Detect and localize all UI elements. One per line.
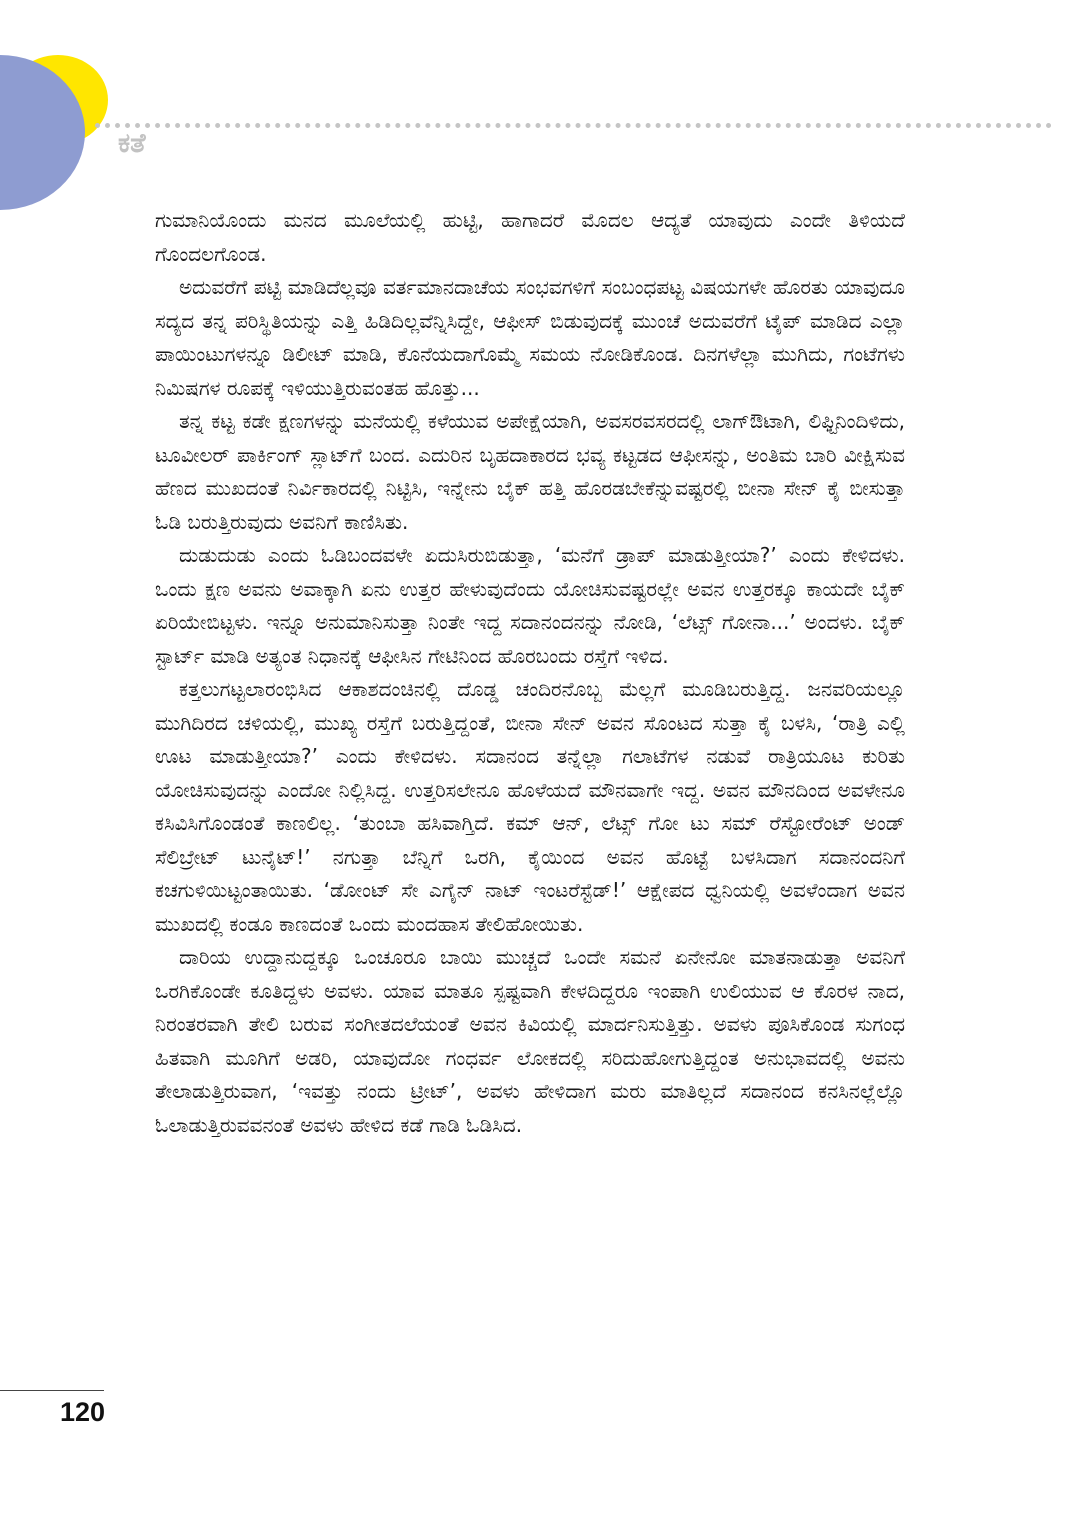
paragraph: ತನ್ನ ಕಟ್ಟ ಕಡೇ ಕ್ಷಣಗಳನ್ನು ಮನೆಯಲ್ಲಿ ಕಳೆಯುವ ಅಪೇಕ್ಷೆಯಾಗಿ, ಅವಸರವಸರದಲ್ಲಿ ಲಾಗ್‌ಔಟಾಗಿ, ಲಿಫ್ಟಿನಿಂದಿಳಿದು, ಟೂವೀಲರ್ ಪಾರ್ಕಿಂಗ್ ಸ್ಲಾಟ್‌ಗೆ ಬಂದ. ಎದುರಿನ ಬೃಹದಾಕಾರದ ಭವ್ಯ ಕಟ್ಟಡದ ಆಫೀಸನ್ನು, ಅಂತಿಮ ಬಾರಿ ವೀಕ್ಷಿಸುವ ಹೆಣದ ಮುಖದಂತೆ ನಿರ್ವಿಕಾರದಲ್ಲಿ ನಿಟ್ಟಿಸಿ, ಇನ್ನೇನು ಬೈಕ್ ಹತ್ತಿ ಹೊರಡಬೇಕೆನ್ನುವಷ್ಟರಲ್ಲಿ ಬೀನಾ ಸೇನ್ ಕೈ ಬೀಸುತ್ತಾ ಓಡಿ ಬರುತ್ತಿರುವುದು ಅವನಿಗೆ ಕಾಣಿಸಿತು. (155, 409, 905, 534)
story-body (155, 204, 905, 1142)
paragraph: ಅದುವರೆಗೆ ಪಟ್ಟಿ ಮಾಡಿದೆಲ್ಲವೂ ವರ್ತಮಾನದಾಚೆಯ ಸಂಭವಗಳಿಗೆ ಸಂಬಂಧಪಟ್ಟ ವಿಷಯಗಳೇ ಹೊರತು ಯಾವುದೂ ಸದ್ಯದ ತನ್ನ ಪರಿಸ್ಥಿತಿಯನ್ನು ಎತ್ತಿ ಹಿಡಿದಿಲ್ಲವೆನ್ನಿಸಿದ್ದೇ, ಆಫೀಸ್ ಬಿಡುವುದಕ್ಕೆ ಮುಂಚೆ ಅದುವರೆಗೆ ಟೈಪ್ ಮಾಡಿದ ಎಲ್ಲಾ ಪಾಯಿಂಟುಗಳನ್ನೂ ಡಿಲೀಟ್ ಮಾಡಿ, ಕೊನೆಯದಾಗೊಮ್ಮೆ ಸಮಯ ನೋಡಿಕೊಂಡ. ದಿನಗಳೆಲ್ಲಾ ಮುಗಿದು, ಗಂಟೆಗಳು ನಿಮಿಷಗಳ ರೂಪಕ್ಕೆ ಇಳಿಯುತ್ತಿರುವಂತಹ ಹೊತ್ತು... (155, 275, 905, 400)
paragraph: ಗುಮಾನಿಯೊಂದು ಮನದ ಮೂಲೆಯಲ್ಲಿ ಹುಟ್ಟಿ, ಹಾಗಾದರೆ ಮೊದಲ ಆದ್ಯತೆ ಯಾವುದು ಎಂದೇ ತಿಳಿಯದೆ ಗೊಂದಲಗೊಂಡ. (155, 208, 905, 266)
footer-rule (0, 1390, 104, 1391)
header-dotted-rule (95, 123, 1052, 128)
page-number: 120 (60, 1397, 106, 1427)
paragraph: ದಾರಿಯ ಉದ್ದಾನುದ್ದಕ್ಕೂ ಒಂಚೂರೂ ಬಾಯಿ ಮುಚ್ಚದೆ ಒಂದೇ ಸಮನೆ ಏನೇನೋ ಮಾತನಾಡುತ್ತಾ ಅವನಿಗೆ ಒರಗಿಕೊಂಡೇ ಕೂತಿದ್ದಳು ಅವಳು. ಯಾವ ಮಾತೂ ಸ್ಪಷ್ಟವಾಗಿ ಕೇಳದಿದ್ದರೂ ಇಂಪಾಗಿ ಉಲಿಯುವ ಆ ಕೊರಳ ನಾದ, ನಿರಂತರವಾಗಿ ತೇಲಿ ಬರುವ ಸಂಗೀತದಲೆಯಂತೆ ಅವನ ಕಿವಿಯಲ್ಲಿ ಮಾರ್ದನಿಸುತ್ತಿತ್ತು. ಅವಳು ಪೂಸಿಕೊಂಡ ಸುಗಂಧ ಹಿತವಾಗಿ ಮೂಗಿಗೆ ಅಡರಿ, ಯಾವುದೋ ಗಂಧರ್ವ ಲೋಕದಲ್ಲಿ ಸರಿದುಹೋಗುತ್ತಿದ್ದಂತ ಅನುಭಾವದಲ್ಲಿ ಅವನು ತೇಲಾಡುತ್ತಿರುವಾಗ, ‘ಇವತ್ತು ನಂದು ಟ್ರೀಟ್’, ಅವಳು ಹೇಳಿದಾಗ ಮರು ಮಾತಿಲ್ಲದೆ ಸದಾನಂದ ಕನಸಿನಲ್ಲೆಲ್ಲೊ ಓಲಾಡುತ್ತಿರುವವನಂತೆ ಅವಳು ಹೇಳಿದ ಕಡೆ ಗಾಡಿ ಓಡಿಸಿದ. (155, 945, 905, 1137)
section-label: ಕತೆ (118, 128, 146, 159)
paragraph: ದುಡುದುಡು ಎಂದು ಓಡಿಬಂದವಳೇ ಏದುಸಿರುಬಿಡುತ್ತಾ, ‘ಮನೆಗೆ ಡ್ರಾಪ್ ಮಾಡುತ್ತೀಯಾ?’ ಎಂದು ಕೇಳಿದಳು. ಒಂದು ಕ್ಷಣ ಅವನು ಅವಾಕ್ಕಾಗಿ ಏನು ಉತ್ತರ ಹೇಳುವುದೆಂದು ಯೋಚಿಸುವಷ್ಟರಲ್ಲೇ ಅವನ ಉತ್ತರಕ್ಕೂ ಕಾಯದೇ ಬೈಕ್ ಏರಿಯೇಬಿಟ್ಟಳು. ಇನ್ನೂ ಅನುಮಾನಿಸುತ್ತಾ ನಿಂತೇ ಇದ್ದ ಸದಾನಂದನನ್ನು ನೋಡಿ, ‘ಲೆಟ್ಸ್ ಗೋನಾ...’ ಅಂದಳು. ಬೈಕ್ ಸ್ಟಾರ್ಟ್ ಮಾಡಿ ಅತ್ಯಂತ ನಿಧಾನಕ್ಕೆ ಆಫೀಸಿನ ಗೇಟಿನಿಂದ ಹೊರಬಂದು ರಸ್ತೆಗೆ ಇಳಿದ. (155, 543, 905, 668)
paragraph: ಕತ್ತಲುಗಟ್ಟಲಾರಂಭಿಸಿದ ಆಕಾಶದಂಚಿನಲ್ಲಿ ದೊಡ್ಡ ಚಂದಿರನೊಬ್ಬ ಮೆಲ್ಲಗೆ ಮೂಡಿಬರುತ್ತಿದ್ದ. ಜನವರಿಯಲ್ಲೂ ಮುಗಿದಿರದ ಚಳಿಯಲ್ಲಿ, ಮುಖ್ಯ ರಸ್ತೆಗೆ ಬರುತ್ತಿದ್ದಂತೆ, ಬೀನಾ ಸೇನ್ ಅವನ ಸೊಂಟದ ಸುತ್ತಾ ಕೈ ಬಳಸಿ, ‘ರಾತ್ರಿ ಎಲ್ಲಿ ಊಟ ಮಾಡುತ್ತೀಯಾ?’ ಎಂದು ಕೇಳಿದಳು. ಸದಾನಂದ ತನ್ನೆಲ್ಲಾ ಗಲಾಟೆಗಳ ನಡುವೆ ರಾತ್ರಿಯೂಟ ಕುರಿತು ಯೋಚಿಸುವುದನ್ನು ಎಂದೋ ನಿಲ್ಲಿಸಿದ್ದ. ಉತ್ತರಿಸಲೇನೂ ಹೊಳೆಯದೆ ಮೌನವಾಗೇ ಇದ್ದ. ಅವನ ಮೌನದಿಂದ ಅವಳೇನೂ ಕಸಿವಿಸಿಗೊಂಡಂತೆ ಕಾಣಲಿಲ್ಲ. ‘ತುಂಬಾ ಹಸಿವಾಗ್ತಿದೆ. ಕಮ್ ಆನ್, ಲೆಟ್ಸ್ ಗೋ ಟು ಸಮ್ ರೆಸ್ಟೋರೆಂಟ್ ಅಂಡ್ ಸೆಲಿಬ್ರೇಟ್ ಟುನೈಟ್!’ ನಗುತ್ತಾ ಬೆನ್ನಿಗೆ ಒರಗಿ, ಕೈಯಿಂದ ಅವನ ಹೊಟ್ಟೆ ಬಳಸಿದಾಗ ಸದಾನಂದನಿಗೆ ಕಚಗುಳಿಯಿಟ್ಟಂತಾಯಿತು. ‘ಡೋಂಟ್ ಸೇ ಎಗೈನ್ ನಾಟ್ ಇಂಟರೆಸ್ಟೆಡ್!’ ಆಕ್ಷೇಪದ ಧ್ವನಿಯಲ್ಲಿ ಅವಳೆಂದಾಗ ಅವನ ಮುಖದಲ್ಲಿ ಕಂಡೂ ಕಾಣದಂತೆ ಒಂದು ಮಂದಹಾಸ ತೇಲಿಹೋಯಿತು. (155, 677, 905, 936)
